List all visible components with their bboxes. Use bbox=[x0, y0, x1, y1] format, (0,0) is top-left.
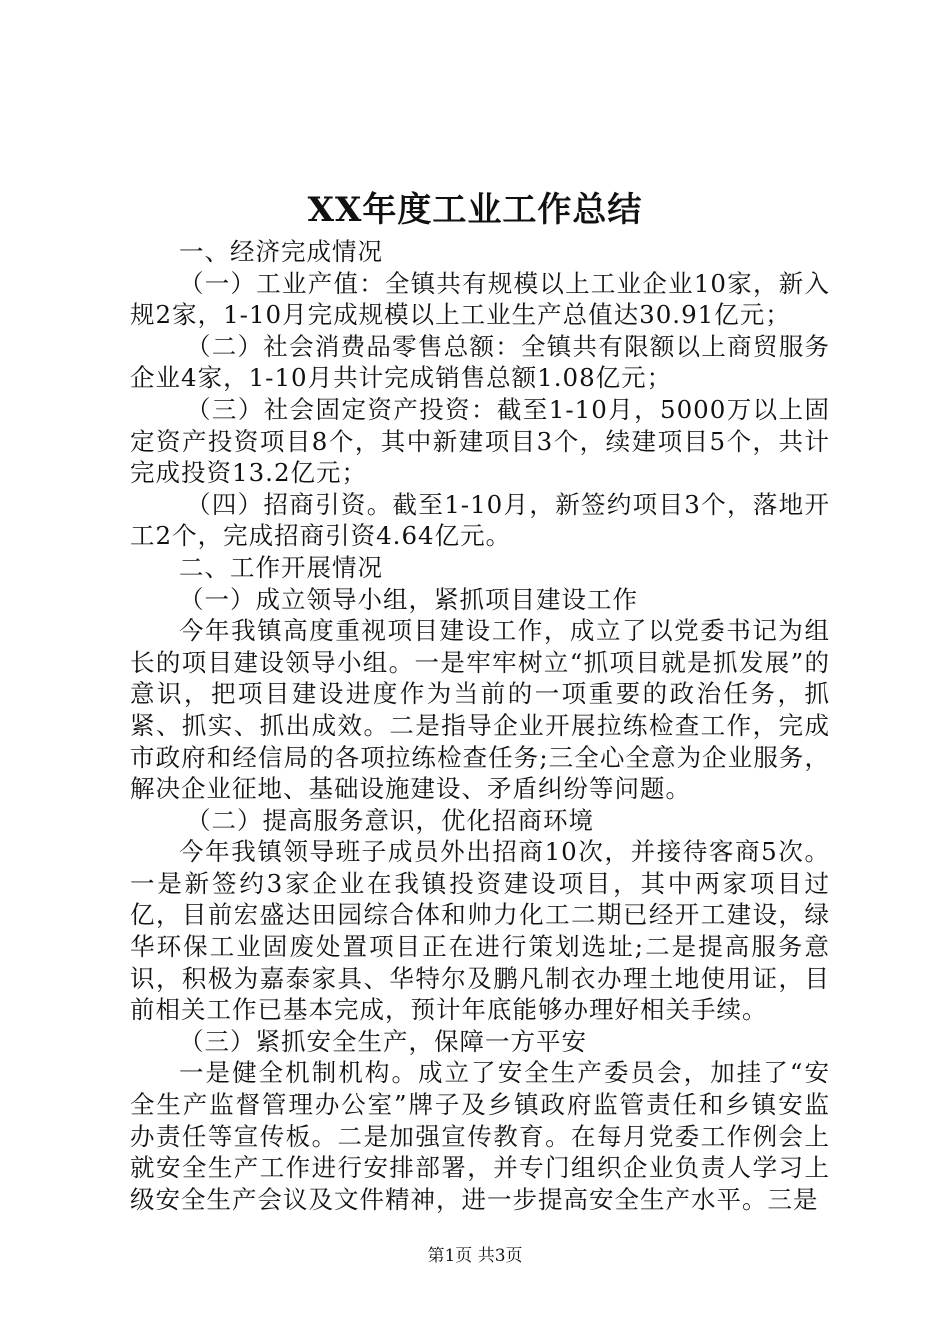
paragraph-industrial-output: （一）工业产值：全镇共有规模以上工业企业10家，新入规2家，1-10月完成规模以上工业生产总值达30.91亿元； bbox=[130, 268, 830, 330]
paragraph-investment-work: 今年我镇领导班子成员外出招商10次，并接待客商5次。一是新签约3家企业在我镇投资建设项目，其中两家项目过亿，目前宏盛达田园综合体和帅力化工二期已经开工建设，绿华环保工业固废处置项目正在进行策划选址;二是提高服务意识，积极为嘉泰家具、华特尔及鹏凡制衣办理土地使用证，目前相关工作已基本完成，预计年底能够办理好相关手续。 bbox=[130, 837, 830, 1025]
paragraph-safety-work: 一是健全机制机构。成立了安全生产委员会，加挂了“安全生产监督管理办公室”牌子及乡镇政府监管责任和乡镇安监办责任等宣传板。二是加强宣传教育。在每月党委工作例会上就安全生产工作进行安排部署，并专门组织企业负责人学习上级安全生产会议及文件精神，进一步提高安全生产水平。三是 bbox=[130, 1058, 830, 1214]
subheading-service-awareness: （二）提高服务意识，优化招商环境 bbox=[186, 805, 594, 835]
paragraph-project-construction: 今年我镇高度重视项目建设工作，成立了以党委书记为组长的项目建设领导小组。一是牢牢树立“抓项目就是抓发展”的意识，把项目建设进度作为当前的一项重要的政治任务，抓紧、抓实、抓出成效。二是指导企业开展拉练检查工作，完成市政府和经信局的各项拉练检查任务;三全心全意为企业服务，解决企业征地、基础设施建设、矛盾纠纷等问题。 bbox=[130, 616, 830, 804]
section-heading-economy: 一、经济完成情况 bbox=[179, 237, 383, 266]
document-title: XX年度工业工作总结 bbox=[307, 190, 643, 230]
subheading-leadership-group: （一）成立领导小组，紧抓项目建设工作 bbox=[179, 584, 638, 614]
paragraph-retail-sales: （二）社会消费品零售总额：全镇共有限额以上商贸服务企业4家，1-10月共计完成销售总额1.08亿元； bbox=[130, 331, 830, 393]
page-footer: 第1页 共3页 bbox=[427, 1246, 523, 1266]
paragraph-fixed-investment: （三）社会固定资产投资：截至1-10月，5000万以上固定资产投资项目8个，其中新建项目3个，续建项目5个，共计完成投资13.2亿元； bbox=[130, 394, 830, 488]
document-body bbox=[130, 236, 830, 1215]
subheading-safety-production: （三）紧抓安全生产，保障一方平安 bbox=[179, 1026, 587, 1056]
section-heading-work: 二、工作开展情况 bbox=[179, 552, 383, 582]
paragraph-investment-attraction: （四）招商引资。截至1-10月，新签约项目3个，落地开工2个，完成招商引资4.64亿元。 bbox=[130, 489, 830, 551]
